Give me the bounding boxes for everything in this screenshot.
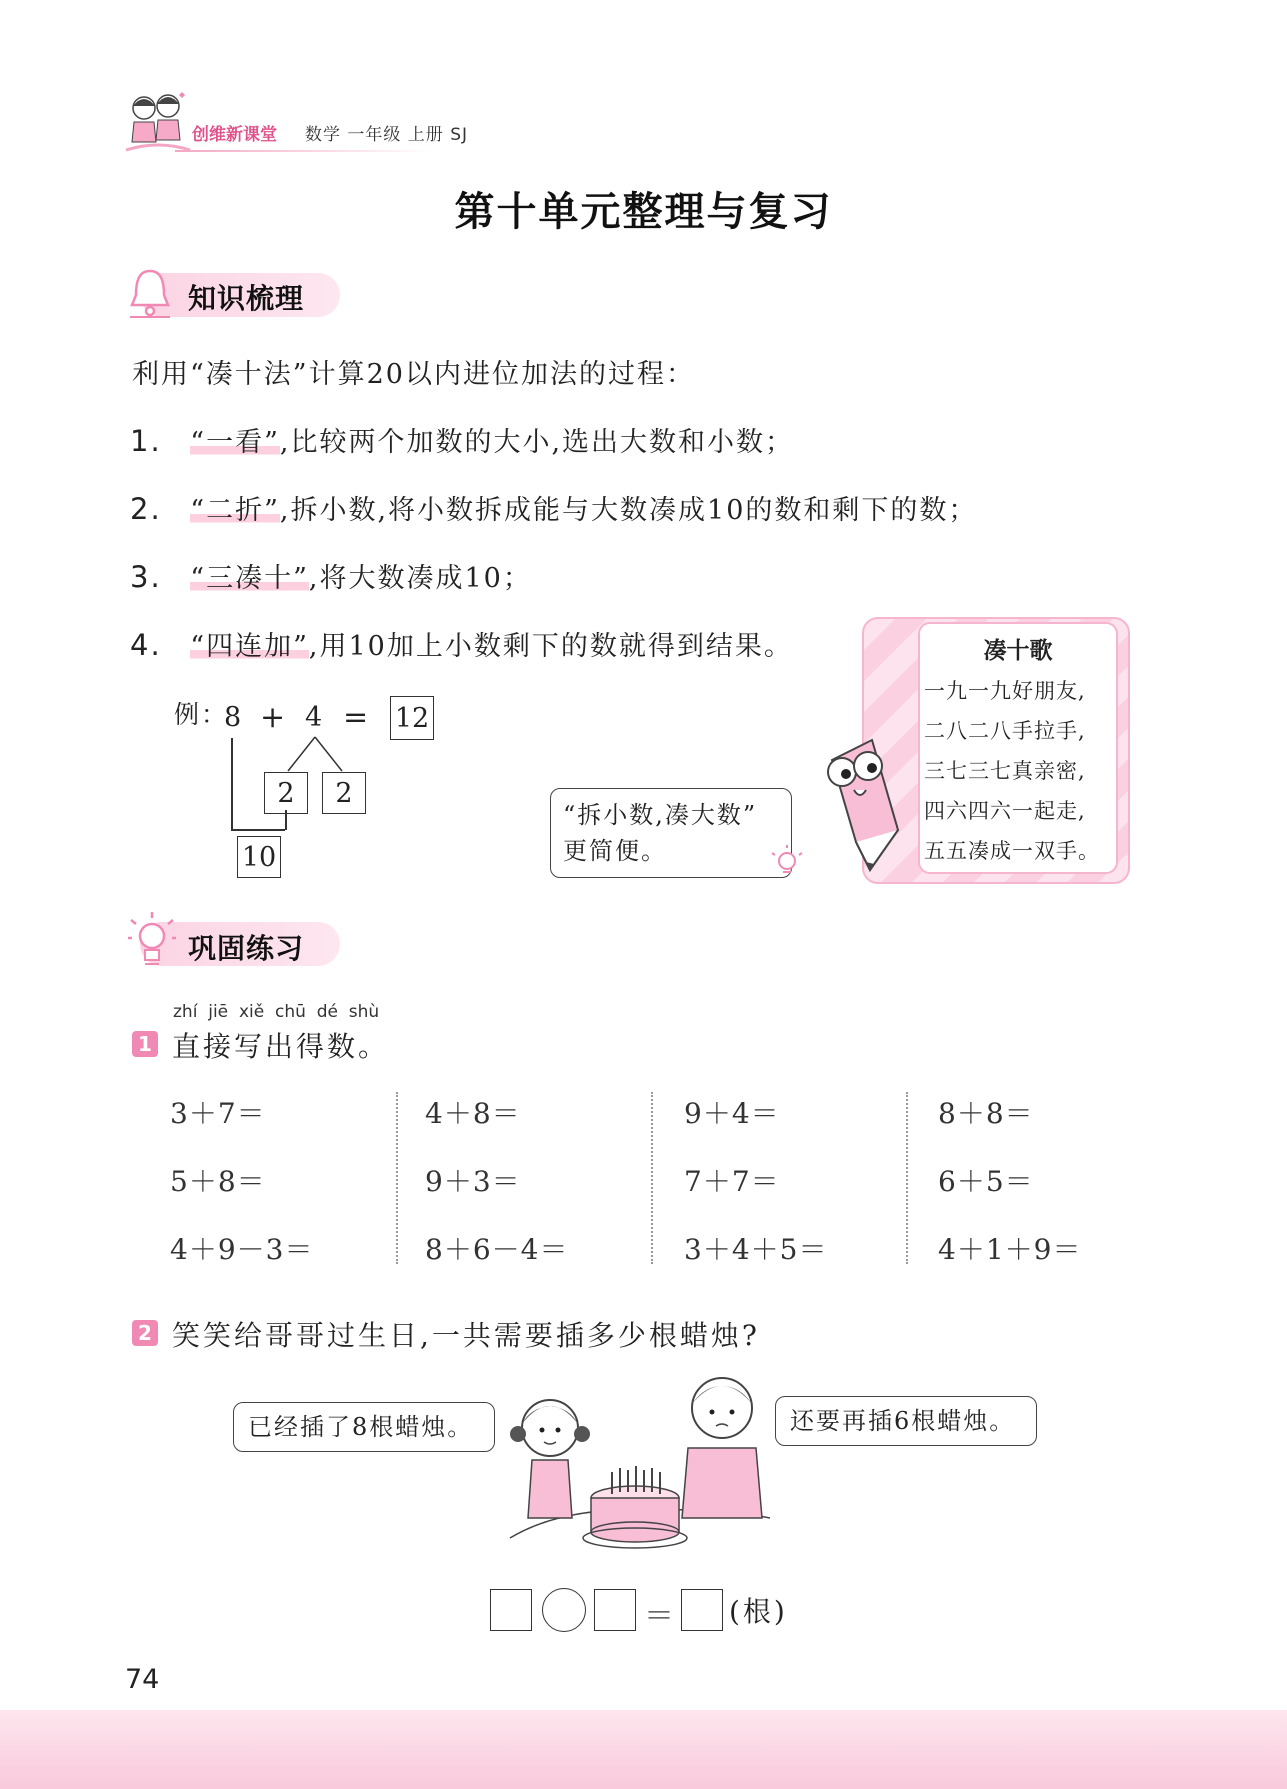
example-equals: = [343, 700, 371, 735]
step-3-num: 3. [130, 560, 162, 594]
calc-item: 6＋5＝ [938, 1165, 1034, 1198]
pencil-mascot-icon [812, 730, 912, 880]
lightbulb-icon [770, 845, 804, 879]
page-title: 第十单元整理与复习 [454, 189, 833, 235]
subject-label: 数学 一年级 上册 SJ [305, 125, 469, 145]
section-title-knowledge: 知识梳理 [188, 282, 305, 315]
step-3-key: “三凑十” [190, 563, 309, 594]
song-title: 凑十歌 [983, 638, 1053, 664]
tip-bubble [550, 788, 792, 878]
bell-icon [126, 265, 174, 321]
example-ten-box: 10 [237, 836, 281, 878]
answer-box-1[interactable] [490, 1589, 532, 1631]
q2-text: 笑笑给哥哥过生日,一共需要插多少根蜡烛? [172, 1319, 760, 1352]
example-split-left-box: 2 [264, 772, 308, 814]
answer-box-result[interactable] [681, 1589, 723, 1631]
example-label: 例： [174, 700, 229, 729]
step-2 [130, 488, 977, 527]
kids-logo-icon [122, 88, 194, 158]
example-branch-line [231, 738, 233, 830]
step-3 [130, 556, 532, 595]
lightbulb-icon [128, 912, 176, 970]
column-divider [906, 1092, 908, 1264]
song-card [918, 622, 1118, 874]
answer-equals: ＝ [644, 1599, 675, 1634]
split-lines [280, 735, 350, 775]
step-1-text: ,比较两个加数的大小,选出大数和小数； [279, 427, 795, 458]
answer-box-2[interactable] [594, 1589, 636, 1631]
footer-band [0, 1710, 1287, 1789]
q1-text: 直接写出得数。 [172, 1030, 390, 1063]
column-divider [396, 1092, 398, 1264]
q2-badge: 2 [132, 1320, 158, 1346]
girl-speech-bubble: 已经插了8根蜡烛。 [233, 1402, 495, 1452]
section-title-practice: 巩固练习 [188, 932, 305, 965]
boy-speech-bubble: 还要再插6根蜡烛。 [775, 1396, 1037, 1446]
answer-operator-circle[interactable] [542, 1588, 586, 1632]
song-line: 一九一九好朋友, [924, 679, 1086, 703]
brand-name: 创维新课堂 [192, 125, 277, 145]
step-2-key: “二折” [190, 495, 280, 526]
step-1-num: 1. [130, 424, 162, 458]
example-branch-line [231, 829, 285, 831]
calc-item: 4＋8＝ [425, 1097, 521, 1130]
calc-item: 4＋1＋9＝ [938, 1233, 1082, 1266]
step-3-text: ,将大数凑成10； [308, 563, 532, 594]
calc-item: 8＋8＝ [938, 1097, 1034, 1130]
birthday-scene-icon [500, 1368, 780, 1558]
song-line: 二八二八手拉手, [924, 719, 1086, 743]
calc-item: 9＋4＝ [684, 1097, 780, 1130]
calc-item: 5＋8＝ [170, 1165, 266, 1198]
step-4-text: ,用10加上小数剩下的数就得到结果。 [308, 631, 793, 662]
intro-text: 利用“凑十法”计算20以内进位加法的过程： [132, 359, 695, 390]
calc-item: 9＋3＝ [425, 1165, 521, 1198]
calc-item: 3＋7＝ [170, 1097, 266, 1130]
step-2-num: 2. [130, 492, 162, 526]
calc-item: 3＋4＋5＝ [684, 1233, 828, 1266]
song-line: 三七三七真亲密, [924, 759, 1086, 783]
song-line: 四六四六一起走, [924, 799, 1086, 823]
step-2-text: ,拆小数,将小数拆成能与大数凑成10的数和剩下的数； [279, 495, 978, 526]
column-divider [651, 1092, 653, 1264]
page-number: 74 [125, 1664, 160, 1695]
q1-badge: 1 [132, 1031, 158, 1057]
example-split-right-box: 2 [322, 772, 366, 814]
step-4 [130, 624, 793, 663]
step-4-key: “四连加” [190, 631, 309, 662]
tip-line-1: “拆小数,凑大数” [563, 801, 758, 829]
example-plus: + [260, 700, 288, 735]
calc-item: 7＋7＝ [684, 1165, 780, 1198]
step-1-key: “一看” [190, 427, 280, 458]
step-4-num: 4. [130, 628, 162, 662]
song-line: 五五凑成一双手。 [924, 839, 1100, 863]
example-addend-b: 4 [305, 702, 325, 733]
example-addend-a: 8 [224, 702, 244, 733]
calc-item: 4＋9－3＝ [170, 1233, 314, 1266]
calc-item: 8＋6－4＝ [425, 1233, 569, 1266]
answer-unit: (根) [729, 1595, 788, 1628]
header-divider [175, 150, 435, 152]
example-result-box: 12 [390, 696, 434, 740]
step-1 [130, 420, 794, 459]
q1-pinyin: zhí jiē xiě chū dé shù [173, 1002, 380, 1022]
tip-line-2: 更简便。 [563, 837, 667, 865]
